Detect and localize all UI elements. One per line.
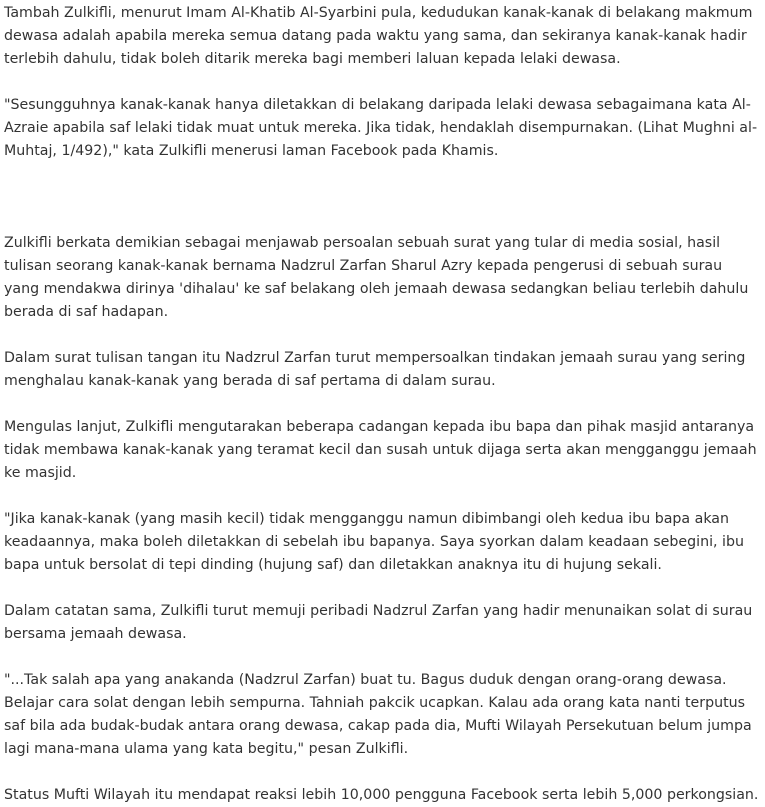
article-paragraph: Zulkifli berkata demikian sebagai menjawab persoalan sebuah surat yang tular di media sosial, hasil tulisan seorang kanak-kanak bernama Nadzrul Zarfan Sharul Azry kepada pengerusi di sebuah surau yang mendakwa dirinya 'dihalau' ke saf belakang oleh jemaah dewasa sedangkan beliau terlebih dahulu berada di saf hadapan.	[4, 235, 749, 320]
article-paragraph: Dalam catatan sama, Zulkifli turut memuji peribadi Nadzrul Zarfan yang hadir menunaikan solat di surau bersama jemaah dewasa.	[4, 603, 753, 642]
article-paragraph: "Sesungguhnya kanak-kanak hanya diletakkan di belakang daripada lelaki dewasa sebagaimana kata Al-Azraie apabila saf lelaki tidak muat untuk mereka. Jika tidak, hendaklah disempurnakan. (Lihat Mughni al-Muhtaj, 1/492)," kata Zulkifli menerusi laman Facebook pada Khamis.	[4, 97, 758, 159]
article-paragraph: Mengulas lanjut, Zulkifli mengutarakan beberapa cadangan kepada ibu bapa dan pihak masjid antaranya tidak membawa kanak-kanak yang teramat kecil dan susah untuk dijaga serta akan mengganggu jemaah ke masjid.	[4, 419, 757, 481]
article-paragraph: Dalam surat tulisan tangan itu Nadzrul Zarfan turut mempersoalkan tindakan jemaah surau yang sering menghalau kanak-kanak yang berada di saf pertama di dalam surau.	[4, 350, 746, 389]
article-paragraph: Status Mufti Wilayah itu mendapat reaksi lebih 10,000 pengguna Facebook serta lebih 5,000 perkongsian.	[4, 787, 759, 803]
article-paragraph: "...Tak salah apa yang anakanda (Nadzrul Zarfan) buat tu. Bagus duduk dengan orang-orang dewasa. Belajar cara solat dengan lebih sempurna. Tahniah pakcik ucapkan. Kalau ada orang kata nanti terputus saf bila ada budak-budak antara orang dewasa, cakap pada dia, Mufti Wilayah Persekutuan belum jumpa lagi mana-mana ulama yang kata begitu," pesan Zulkifli.	[4, 672, 752, 757]
article-paragraph: Tambah Zulkifli, menurut Imam Al-Khatib Al-Syarbini pula, kedudukan kanak-kanak di belakang makmum dewasa adalah apabila mereka semua datang pada waktu yang sama, dan sekiranya kanak-kanak hadir terlebih dahulu, tidak boleh ditarik mereka bagi memberi laluan kepada lelaki dewasa.	[4, 5, 753, 67]
article-paragraph: "Jika kanak-kanak (yang masih kecil) tidak mengganggu namun dibimbangi oleh kedua ibu bapa akan keadaannya, maka boleh diletakkan di sebelah ibu bapanya. Saya syorkan dalam keadaan sebegini, ibu bapa untuk bersolat di tepi dinding (hujung saf) dan diletakkan anaknya itu di hujung sekali.	[4, 511, 744, 573]
